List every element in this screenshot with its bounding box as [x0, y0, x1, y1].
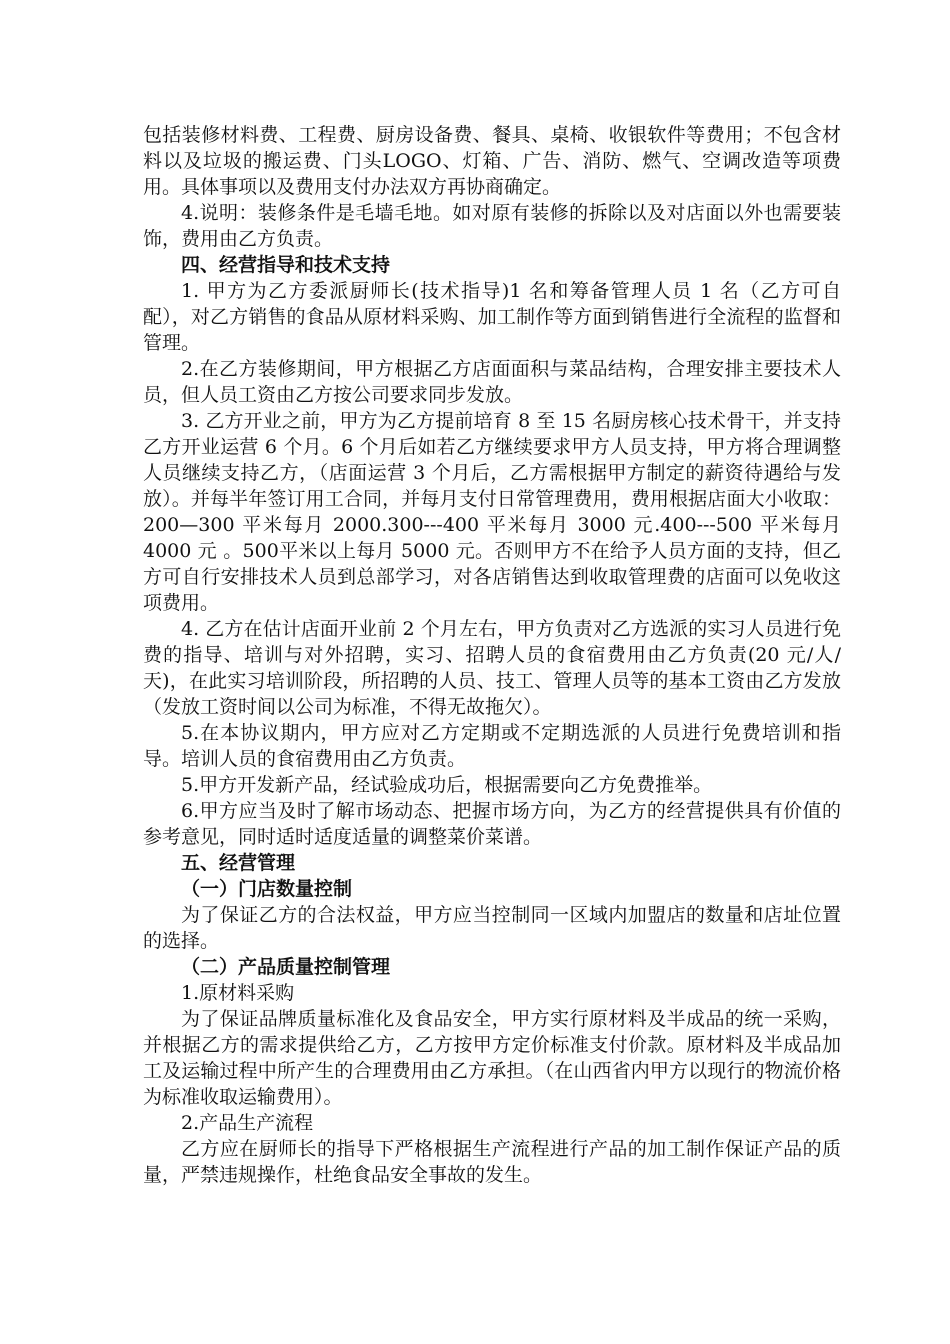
paragraph-renovation-note: 4.说明：装修条件是毛墙毛地。如对原有装修的拆除以及对店面以外也需要装饰，费用由乙方负责。	[143, 202, 841, 250]
item-heading-production: 2.产品生产流程	[181, 1112, 314, 1134]
paragraph-guidance-5b: 5.甲方开发新产品，经试验成功后，根据需要向乙方免费推举。	[181, 774, 713, 796]
paragraph-guidance-6: 6.甲方应当及时了解市场动态、把握市场方向，为乙方的经营提供具有价值的参考意见，同时适时适度适量的调整菜价菜谱。	[143, 800, 841, 848]
paragraph-store-count: 为了保证乙方的合法权益，甲方应当控制同一区域内加盟店的数量和店址位置的选择。	[143, 904, 841, 952]
paragraph-guidance-4: 4. 乙方在估计店面开业前 2 个月左右，甲方负责对乙方选派的实习人员进行免费的指导、培训与对外招聘，实习、招聘人员的食宿费用由乙方负责(20 元/人/天)，在此实习培训阶段，所招聘的人员、技工、管理人员等的基本工资由乙方发放（发放工资时间以公司为标准，不得无故拖欠）。	[143, 618, 841, 718]
paragraph-procurement: 为了保证品牌质量标准化及食品安全，甲方实行原材料及半成品的统一采购，并根据乙方的需求提供给乙方，乙方按甲方定价标准支付价款。原材料及半成品加工及运输过程中所产生的合理费用由乙方承担。（在山西省内甲方以现行的物流价格为标准收取运输费用）。	[143, 1008, 841, 1108]
paragraph-guidance-1: 1. 甲方为乙方委派厨师长(技术指导)1 名和筹备管理人员 1 名（乙方可自配），对乙方销售的食品从原材料采购、加工制作等方面到销售进行全流程的监督和管理。	[143, 280, 841, 354]
paragraph-guidance-3: 3. 乙方开业之前，甲方为乙方提前培育 8 至 15 名厨房核心技术骨干，并支持乙方开业运营 6 个月。6 个月后如若乙方继续要求甲方人员支持，甲方将合理调整人员继续支持乙方，（店面运营 3 个月后，乙方需根据甲方制定的薪资待遇给与发放）。并每半年签订用工合同，并每月支付日常管理费用，费用根据店面大小收取：200—300 平米每月 2000.300---400 平米每月 3000 元.400---500 平米每月 4000 元 。500平米以上每月 5000 元。否则甲方不在给予人员方面的支持，但乙方可自行安排技术人员到总部学习，对各店销售达到收取管理费的店面可以免收这项费用。	[143, 410, 841, 614]
paragraph-production: 乙方应在厨师长的指导下严格根据生产流程进行产品的加工制作保证产品的质量，严禁违规操作，杜绝食品安全事故的发生。	[143, 1138, 841, 1186]
paragraph-guidance-5: 5.在本协议期内，甲方应对乙方定期或不定期选派的人员进行免费培训和指导。培训人员的食宿费用由乙方负责。	[143, 722, 841, 770]
item-heading-procurement: 1.原材料采购	[181, 982, 295, 1004]
subsection-heading-store-count: （一）门店数量控制	[181, 878, 353, 900]
paragraph-renovation-costs: 包括装修材料费、工程费、厨房设备费、餐具、桌椅、收银软件等费用；不包含材料以及垃圾的搬运费、门头LOGO、灯箱、广告、消防、燃气、空调改造等项费用。具体事项以及费用支付办法双方再协商确定。	[143, 124, 841, 198]
subsection-heading-quality: （二）产品质量控制管理	[181, 956, 391, 978]
document-body	[143, 122, 841, 1188]
paragraph-guidance-2: 2.在乙方装修期间，甲方根据乙方店面面积与菜品结构，合理安排主要技术人员，但人员工资由乙方按公司要求同步发放。	[143, 358, 841, 406]
section-heading-guidance: 四、经营指导和技术支持	[181, 254, 391, 276]
section-heading-management: 五、经营管理	[181, 852, 296, 874]
